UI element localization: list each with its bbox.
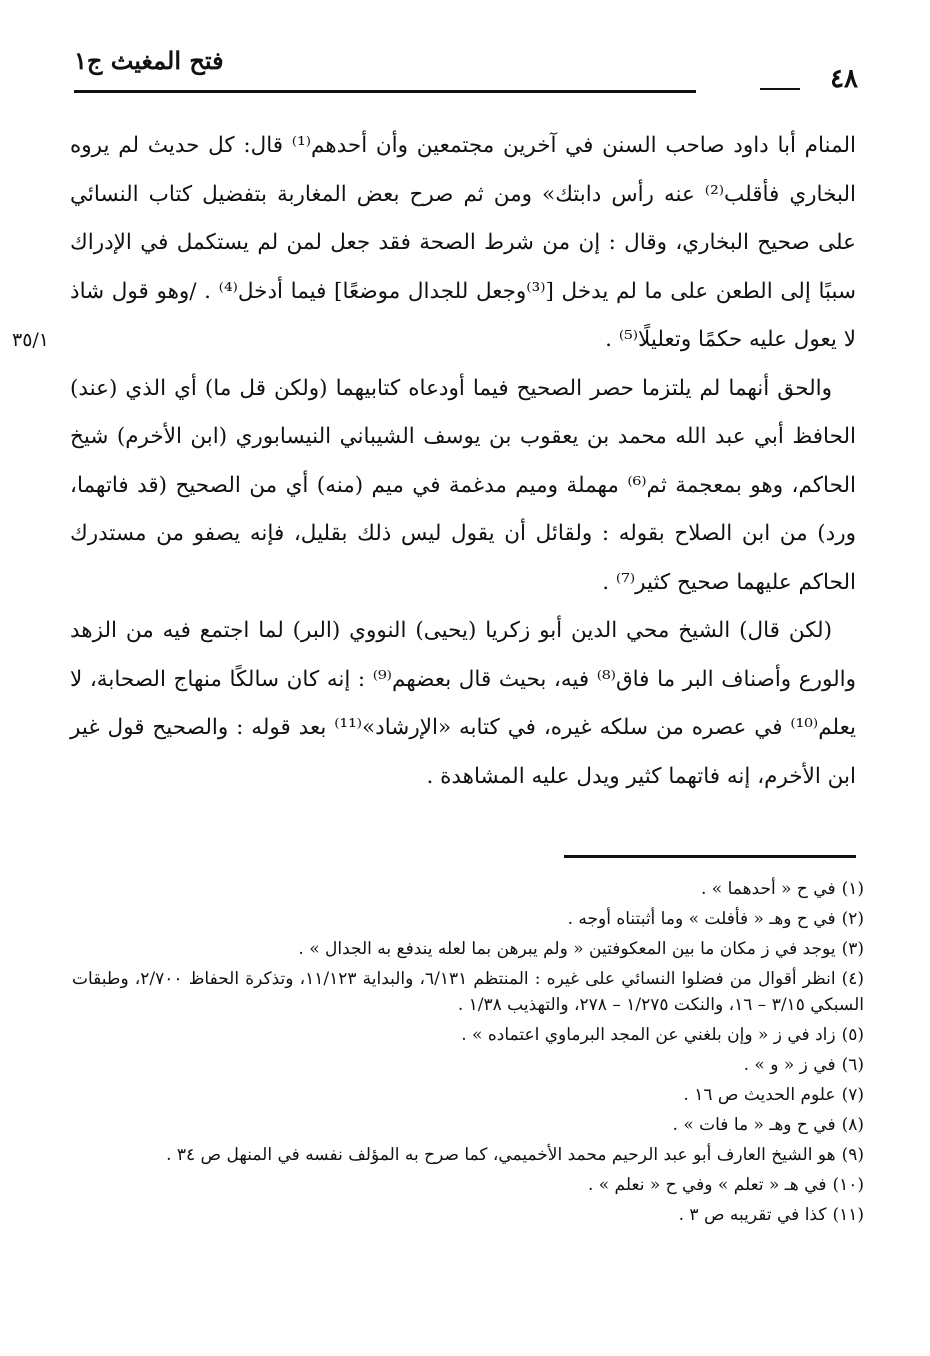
footnote-number: (٨) <box>841 1115 864 1135</box>
footnote-text: في ح وهـ « فأفلت » وما أثبتناه أوجه . <box>567 909 836 929</box>
footnote <box>72 906 864 932</box>
footnote <box>72 1202 864 1228</box>
footnote-text: علوم الحديث ص ١٦ . <box>683 1085 836 1105</box>
footnote <box>72 1082 864 1108</box>
footnote-text: في ز « و » . <box>743 1055 836 1075</box>
page-number: ٤٨ <box>830 64 858 94</box>
footnote <box>72 936 864 962</box>
footnote-text: في هـ « تعلم » وفي ح « نعلم » . <box>587 1175 827 1195</box>
footnote <box>72 966 864 1018</box>
footnote-separator <box>564 855 856 858</box>
footnote-number: (٢) <box>841 909 864 929</box>
footnotes <box>72 876 864 1232</box>
footnote-number: (٩) <box>841 1145 864 1165</box>
main-text <box>70 122 856 801</box>
footnote-text: زاد في ز « وإن بلغني عن المجد البرماوي اعتماده » . <box>461 1025 836 1045</box>
footnote <box>72 1112 864 1138</box>
page-header <box>74 44 858 96</box>
footnote <box>72 1142 864 1168</box>
footnote-text: في ح وهـ « ما فات » . <box>672 1115 836 1135</box>
footnote <box>72 1172 864 1198</box>
footnote-number: (١١) <box>832 1205 864 1225</box>
running-title: فتح المغيث ج١ <box>74 46 224 75</box>
footnote-number: (٦) <box>841 1055 864 1075</box>
footnote-text: كذا في تقريبه ص ٣ . <box>678 1205 827 1225</box>
paragraph-2: والحق أنهما لم يلتزما حصر الصحيح فيما أودعاه كتابيهما (ولكن قل ما) أي الذي (عند) الحافظ أبي عبد الله محمد بن يعقوب بن يوسف الشيباني النيسابوري (ابن الأخرم) شيخ الحاكم، وهو بمعجمة ثم⁽⁶⁾ مهملة وميم مدغمة في ميم (منه) أي من الصحيح (قد فاتهما، ورد) من ابن الصلاح بقوله : ولقائل أن يقول ليس ذلك بقليل، فإنه يصفو من مستدرك الحاكم عليهما صحيح كثير⁽⁷⁾ . <box>70 375 856 595</box>
footnote-text: يوجد في ز مكان ما بين المعكوفتين « ولم يبرهن بما لعله يندفع به الجدال » . <box>298 939 836 959</box>
margin-reference: ٣٥/١ <box>12 329 50 351</box>
footnote-number: (٥) <box>841 1025 864 1045</box>
footnote-number: (١) <box>841 879 864 899</box>
footnote-text: هو الشيخ العارف أبو عبد الرحيم محمد الأخميمي، كما صرح به المؤلف نفسه في المنهل ص ٣٤ . <box>166 1145 836 1165</box>
page-number-dash <box>760 88 800 90</box>
footnote-number: (٧) <box>841 1085 864 1105</box>
paragraph-1: المنام أبا داود صاحب السنن في آخرين مجتمعين وأن أحدهم⁽¹⁾ قال: كل حديث لم يروه البخاري فأقلب⁽²⁾ عنه رأس دابتك» ومن ثم صرح بعض المغاربة بتفضيل كتاب النسائي على صحيح البخاري، وقال : إن من شرط الصحة فقد جعل لمن لم يستكمل في الإدراك سببًا إلى الطعن على ما لم يدخل [⁽³⁾وجعل للجدال موضعًا] فيما أدخل⁽⁴⁾ . /وهو قول شاذ لا يعول عليه حكمًا وتعليلًا⁽⁵⁾ . <box>70 133 857 352</box>
footnote-text: انظر أقوال من فضلوا النسائي على غيره : المنتظم ٦/١٣١، والبداية ١١/١٢٣، وتذكرة الحفاظ ٢/٧٠٠، وطبقات السبكي ٣/١٥ – ١٦، والنكت ١/٢٧٥ – ٢٧٨، والتهذيب ١/٣٨ . <box>72 969 864 1015</box>
footnote-number: (٤) <box>841 969 864 989</box>
footnote-number: (٣) <box>841 939 864 959</box>
footnote <box>72 1052 864 1078</box>
header-rule <box>74 90 696 93</box>
paragraph-3: (لكن قال) الشيخ محي الدين أبو زكريا (يحيى) النووي (البر) لما اجتمع فيه من الزهد والورع وأصناف البر ما فاق⁽⁸⁾ فيه، بحيث قال بعضهم⁽⁹⁾ : إنه كان سالكًا منهاج الصحابة، لا يعلم⁽¹⁰⁾ في عصره من سلكه غيره، في كتابه «الإرشاد»⁽¹¹⁾ بعد قوله : والصحيح قول غير ابن الأخرم، إنه فاتهما كثير ويدل عليه المشاهدة . <box>70 618 857 789</box>
footnote <box>72 876 864 902</box>
footnote-number: (١٠) <box>832 1175 864 1195</box>
footnote <box>72 1022 864 1048</box>
footnote-text: في ح « أحدهما » . <box>700 879 836 899</box>
